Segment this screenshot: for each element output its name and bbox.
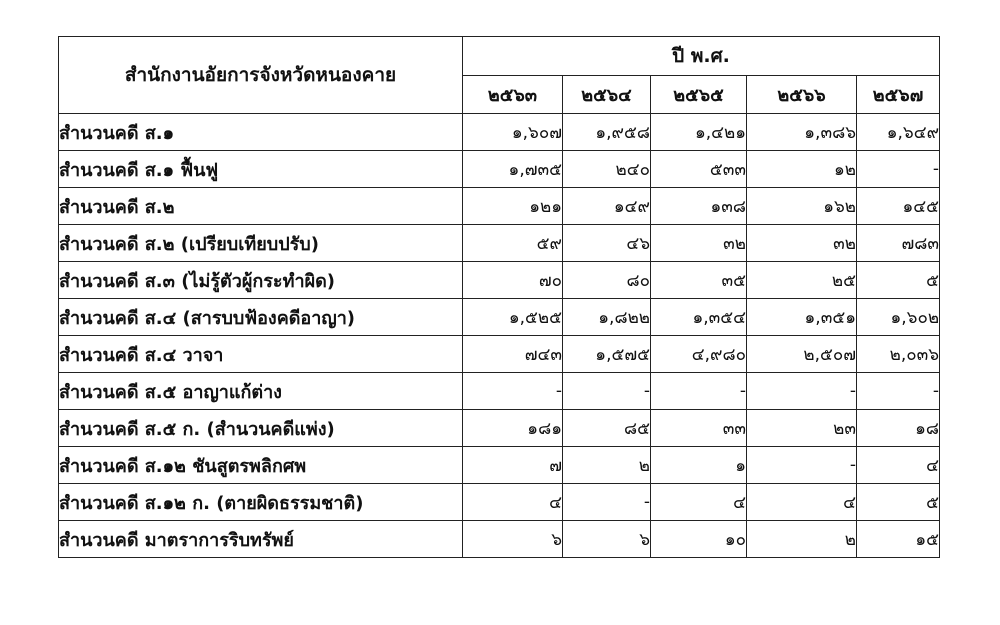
table-cell: ๑,๗๓๕ (463, 151, 563, 188)
table-cell: ๔๖ (563, 225, 651, 262)
table-cell: ๘๕ (563, 410, 651, 447)
table-cell: ๗ (463, 447, 563, 484)
table-cell: - (651, 373, 747, 410)
table-cell: ๕๙ (463, 225, 563, 262)
table-cell: ๖ (563, 521, 651, 558)
table-cell: ๒๓ (747, 410, 857, 447)
table-cell: - (857, 151, 940, 188)
row-label: สำนวนคดี ส.๓ (ไม่รู้ตัวผู้กระทำผิด) (59, 262, 463, 299)
table-cell: ๑,๓๕๑ (747, 299, 857, 336)
table-row (59, 114, 940, 151)
table-cell: ๑๒ (747, 151, 857, 188)
table-cell: ๓๒ (747, 225, 857, 262)
table-cell: ๒,๕๐๗ (747, 336, 857, 373)
row-label: สำนวนคดี ส.๑ ฟื้นฟู (59, 151, 463, 188)
row-label: สำนวนคดี ส.๒ (เปรียบเทียบปรับ) (59, 225, 463, 262)
table-cell: - (463, 373, 563, 410)
table-cell: ๔ (857, 447, 940, 484)
table-body (59, 114, 940, 558)
table-cell: ๔ (651, 484, 747, 521)
table-cell: ๑๔๕ (857, 188, 940, 225)
table-cell: ๑๒๑ (463, 188, 563, 225)
table-cell: ๒ (747, 521, 857, 558)
row-label: สำนวนคดี ส.๑๒ ก. (ตายผิดธรรมชาติ) (59, 484, 463, 521)
table-cell: ๔,๙๘๐ (651, 336, 747, 373)
year-group-header: ปี พ.ศ. (463, 37, 940, 76)
row-label: สำนวนคดี มาตราการริบทรัพย์ (59, 521, 463, 558)
year-header-2566: ๒๕๖๖ (747, 76, 857, 114)
table-cell: - (857, 373, 940, 410)
table-cell: ๑,๕๗๕ (563, 336, 651, 373)
table-cell: ๑๐ (651, 521, 747, 558)
row-label: สำนวนคดี ส.๑ (59, 114, 463, 151)
table-row (59, 299, 940, 336)
table-cell: ๑,๓๘๖ (747, 114, 857, 151)
table-cell: ๔ (463, 484, 563, 521)
table-cell: ๒ (563, 447, 651, 484)
table-cell: ๑,๖๐๗ (463, 114, 563, 151)
year-header-2567: ๒๕๖๗ (857, 76, 940, 114)
table-cell: ๔ (747, 484, 857, 521)
table-cell: ๓๓ (651, 410, 747, 447)
year-header-2565: ๒๕๖๕ (651, 76, 747, 114)
table-cell: ๒,๐๓๖ (857, 336, 940, 373)
table-cell: ๕ (857, 484, 940, 521)
table-cell: ๕๓๓ (651, 151, 747, 188)
table-cell: ๗๘๓ (857, 225, 940, 262)
row-label: สำนวนคดี ส.๒ (59, 188, 463, 225)
table-row (59, 336, 940, 373)
table-cell: ๑๔๙ (563, 188, 651, 225)
year-header-2563: ๒๕๖๓ (463, 76, 563, 114)
table-cell: - (563, 373, 651, 410)
table-row (59, 151, 940, 188)
table-cell: ๑๓๘ (651, 188, 747, 225)
table-cell: ๑๘๑ (463, 410, 563, 447)
row-label: สำนวนคดี ส.๔ วาจา (59, 336, 463, 373)
table-cell: ๑,๓๕๔ (651, 299, 747, 336)
agency-header: สำนักงานอัยการจังหวัดหนองคาย (59, 37, 463, 114)
table-cell: ๓๒ (651, 225, 747, 262)
case-statistics-table (58, 36, 940, 558)
header-row-top (59, 37, 940, 76)
table-cell: ๒๕ (747, 262, 857, 299)
table-cell: ๖ (463, 521, 563, 558)
table-cell: ๕ (857, 262, 940, 299)
row-label: สำนวนคดี ส.๑๒ ชันสูตรพลิกศพ (59, 447, 463, 484)
table-row (59, 484, 940, 521)
table-cell: ๘๐ (563, 262, 651, 299)
table-row (59, 410, 940, 447)
table-cell: - (747, 447, 857, 484)
table-cell: ๑๘ (857, 410, 940, 447)
table-row (59, 262, 940, 299)
table-row (59, 521, 940, 558)
table-cell: ๗๐ (463, 262, 563, 299)
row-label: สำนวนคดี ส.๕ ก. (สำนวนคดีแพ่ง) (59, 410, 463, 447)
table-row (59, 373, 940, 410)
table-cell: ๑,๙๕๘ (563, 114, 651, 151)
table-cell: ๑๖๒ (747, 188, 857, 225)
table-cell: ๑,๔๒๑ (651, 114, 747, 151)
table-cell: ๑,๖๐๒ (857, 299, 940, 336)
table-cell: ๑,๘๒๒ (563, 299, 651, 336)
table-cell: ๑,๕๒๕ (463, 299, 563, 336)
year-header-2564: ๒๕๖๔ (563, 76, 651, 114)
table-row (59, 225, 940, 262)
table-cell: ๑ (651, 447, 747, 484)
table-cell: ๗๔๓ (463, 336, 563, 373)
table-cell: ๒๔๐ (563, 151, 651, 188)
table-row (59, 188, 940, 225)
table-cell: - (747, 373, 857, 410)
row-label: สำนวนคดี ส.๔ (สารบบฟ้องคดีอาญา) (59, 299, 463, 336)
table-row (59, 447, 940, 484)
table-cell: - (563, 484, 651, 521)
table-cell: ๑๕ (857, 521, 940, 558)
row-label: สำนวนคดี ส.๕ อาญาแก้ต่าง (59, 373, 463, 410)
table-cell: ๑,๖๔๙ (857, 114, 940, 151)
table-cell: ๓๕ (651, 262, 747, 299)
